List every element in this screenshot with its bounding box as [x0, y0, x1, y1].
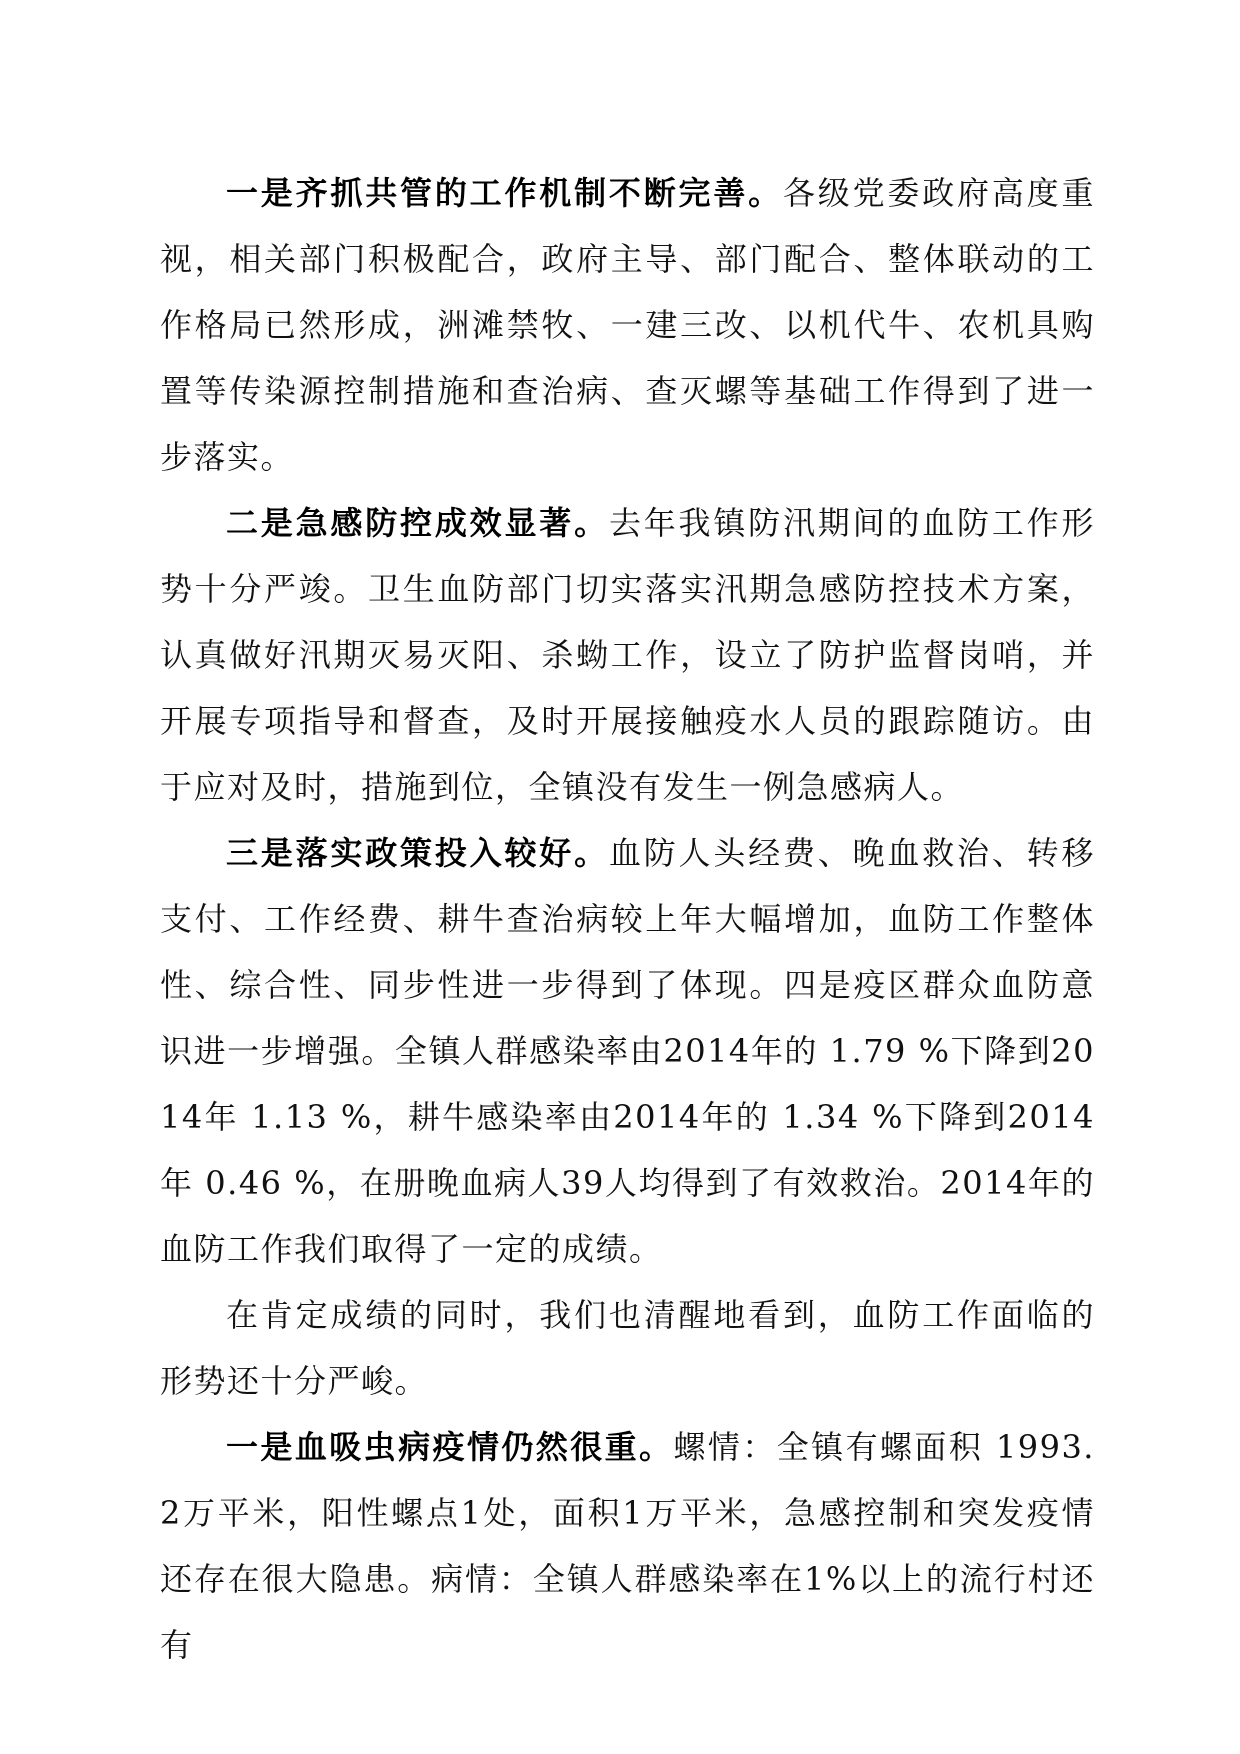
paragraph-text: 各级党委政府高度重视，相关部门积极配合，政府主导、部门配合、整体联动的工作格局已然形成，洲滩禁牧、一建三改、以机代牛、农机具购置等传染源控制措施和查治病、查灭螺等基础工作得到了进一步落实。 — [160, 174, 1095, 476]
paragraph-text: 去年我镇防汛期间的血防工作形势十分严竣。卫生血防部门切实落实汛期急感防控技术方案，认真做好汛期灭易灭阳、杀蚴工作，设立了防护监督岗哨，并开展专项指导和督查，及时开展接触疫水人员的跟踪随访。由于应对及时，措施到位，全镇没有发生一例急感病人。 — [160, 504, 1095, 806]
document-body — [160, 160, 1095, 1678]
paragraph-situation — [160, 1282, 1095, 1414]
paragraph-text: 螺情：全镇有螺面积 1993.2万平米，阳性螺点1处，面积1万平米，急感控制和突发疫情还存在很大隐患。病情：全镇人群感染率在1%以上的流行村还有 — [160, 1428, 1095, 1664]
paragraph-text: 血防人头经费、晚血救治、转移支付、工作经费、耕牛查治病较上年大幅增加，血防工作整体性、综合性、同步性进一步得到了体现。四是疫区群众血防意识进一步增强。全镇人群感染率由2014年的 1.79 %下降到2014年 1.13 %，耕牛感染率由2014年的 1.34 %下降到2014年 0.46 %，在册晚血病人39人均得到了有效救治。2014年的血防工作我们取得了一定的成绩。 — [160, 834, 1095, 1268]
paragraph-lead: 二是急感防控成效显著。 — [226, 504, 609, 542]
paragraph-lead: 一是血吸虫病疫情仍然很重。 — [226, 1428, 674, 1466]
paragraph-epidemic — [160, 1414, 1095, 1678]
paragraph-text: 在肯定成绩的同时，我们也清醒地看到，血防工作面临的形势还十分严峻。 — [160, 1296, 1095, 1400]
paragraph-acute-control — [160, 490, 1095, 820]
paragraph-policy-investment — [160, 820, 1095, 1282]
paragraph-lead: 一是齐抓共管的工作机制不断完善。 — [226, 174, 783, 212]
paragraph-mechanism — [160, 160, 1095, 490]
paragraph-lead: 三是落实政策投入较好。 — [226, 834, 609, 872]
